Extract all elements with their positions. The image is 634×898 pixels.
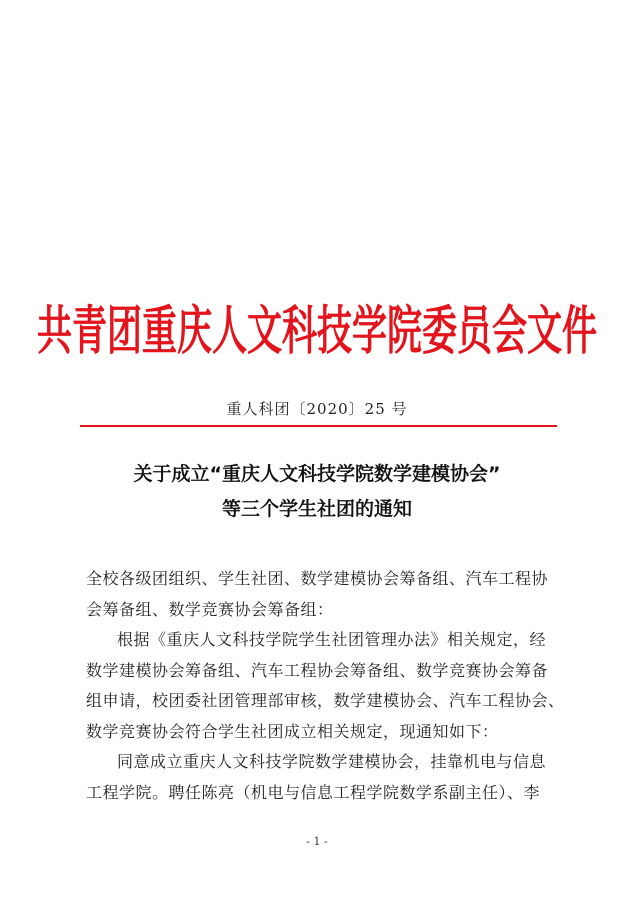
body-line: 同意成立重庆人文科技学院数学建模协会，挂靠机电与信息 [117,752,547,771]
red-divider-line [80,425,557,427]
body-line: 会筹备组、数学竞赛协会筹备组： [86,600,334,619]
document-number: 重人科团〔2020〕25 号 [226,400,408,418]
notice-title-line-1: 关于成立“重庆人文科技学院数学建模协会” [133,463,501,485]
body-line: 根据《重庆人文科技学院学生社团管理办法》相关规定，经 [117,630,547,649]
body-line: 工程学院。聘任陈亮（机电与信息工程学院数学系副主任）、李 [86,783,541,802]
notice-title-line-2: 等三个学生社团的通知 [221,498,412,520]
body-line: 全校各级团组织、学生社团、数学建模协会筹备组、汽车工程协 [86,569,549,588]
body-line: 数学竞赛协会符合学生社团成立相关规定，现通知如下： [86,722,499,741]
document-header-title: 共青团重庆人文科技学院委员会文件 [36,302,597,362]
body-line: 组申请，校团委社团管理部审核，数学建模协会、汽车工程协会、 [86,691,565,710]
body-line: 数学建模协会筹备组、汽车工程协会筹备组、数学竞赛协会筹备 [86,661,549,680]
page-number: - 1 - [306,835,328,848]
